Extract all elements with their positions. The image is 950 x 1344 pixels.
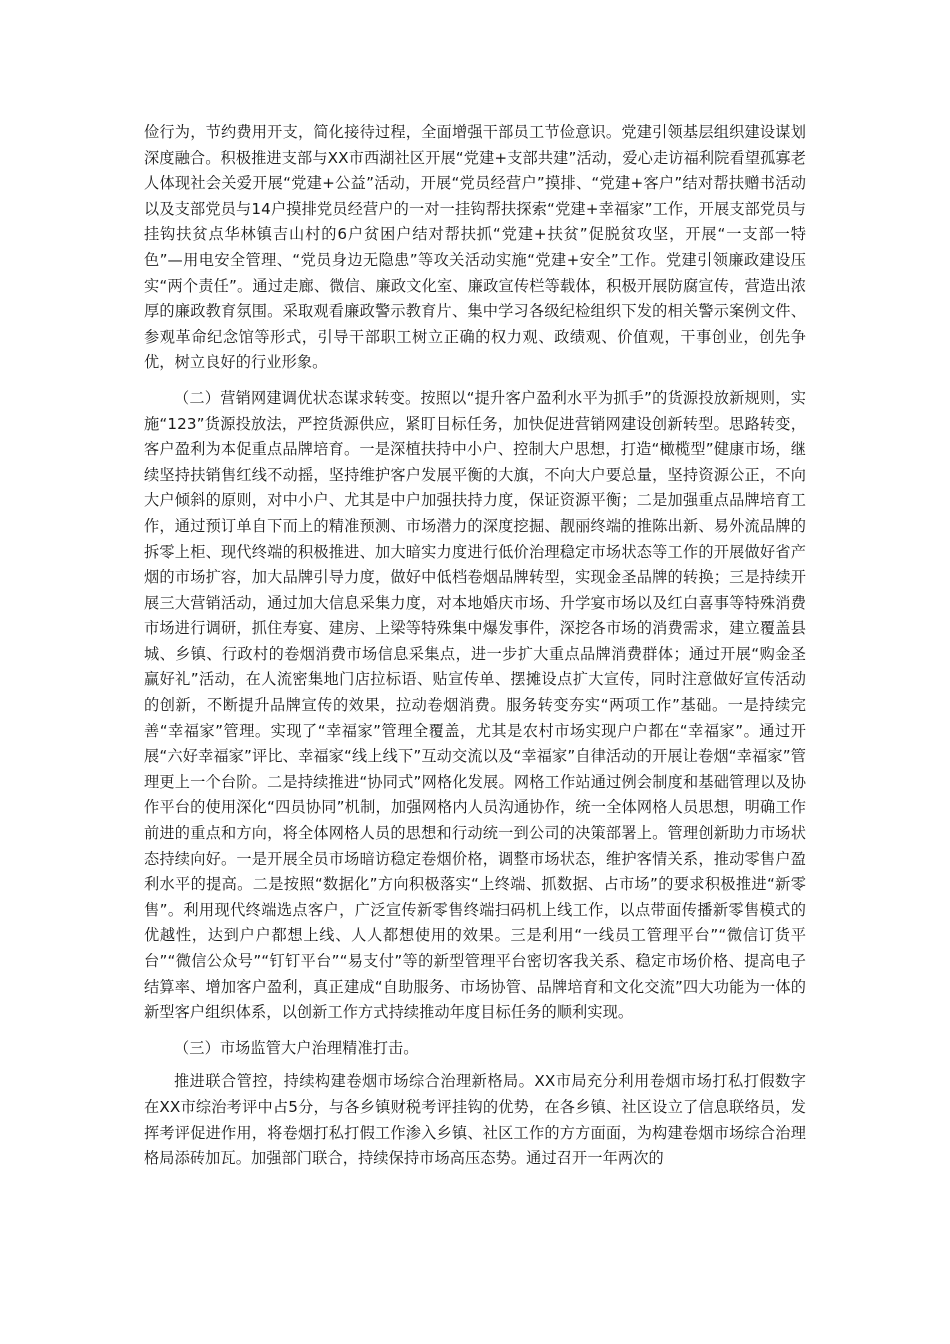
section-heading-market-supervision: （三）市场监管大户治理精准打击。	[174, 1038, 419, 1057]
paragraph-party-building: 俭行为，节约费用开支，简化接待过程，全面增强干部员工节俭意识。党建引领基层组织建设谋划深度融合。积极推进支部与XX市西湖社区开展“党建+支部共建”活动，爱心走访福利院看望孤寡老人体现社会关爱开展“党建+公益”活动，开展“党员经营户”摸排、“党建+客户”结对帮扶赠书活动以及支部党员与14户摸排党员经营户的一对一挂钩帮扶探索“党建+幸福家”工作，开展支部党员与挂钩扶贫点华林镇吉山村的6户贫困户结对帮扶抓“党建+扶贫”促脱贫攻坚，开展“一支部一特色”—用电安全管理、“党员身边无隐患”等攻关活动实施“党建+安全”工作。党建引领廉政建设压实“两个责任”。通过走廊、微信、廉政文化室、廉政宣传栏等载体，积极开展防腐宣传，营造出浓厚的廉政教育氛围。采取观看廉政警示教育片、集中学习各级纪检组织下发的相关警示案例文件、参观革命纪念馆等形式，引导干部职工树立正确的权力观、政绩观、价值观，干事创业，创先争优，树立良好的行业形象。	[144, 123, 806, 372]
paragraph-marketing-network: （二）营销网建调优状态谋求转变。按照以“提升客户盈利水平为抓手”的货源投放新规则，实施“123”货源投放法，严控货源供应，紧盯目标任务，加快促进营销网建设创新转型。思路转变，客户盈利为本促重点品牌培育。一是深植扶持中小户、控制大户思想，打造“橄榄型”健康市场，继续坚持扶销售红线不动摇，坚持维护客户发展平衡的大旗，不向大户要总量，坚持资源公正，不向大户倾斜的原则，对中小户、尤其是中户加强扶持力度，保证资源平衡；二是加强重点品牌培育工作，通过预订单自下而上的精准预测、市场潜力的深度挖掘、靓丽终端的推陈出新、易外流品牌的拆零上柜、现代终端的积极推进、加大暗实力度进行低价治理稳定市场状态等工作的开展做好省产烟的市场扩容，加大品牌引导力度，做好中低档卷烟品牌转型，实现金圣品牌的转换；三是持续开展三大营销活动，通过加大信息采集力度，对本地婚庆市场、升学宴市场以及红白喜事等特殊消费市场进行调研，抓住寿宴、建房、上梁等特殊集中爆发事件，深挖各市场的消费需求，建立覆盖县城、乡镇、行政村的卷烟消费市场信息采集点，进一步扩大重点品牌消费群体；通过开展“购金圣 赢好礼”活动，在人流密集地门店拉标语、贴宣传单、摆摊设点扩大宣传，同时注意做好宣传活动的创新，不断提升品牌宣传的效果，拉动卷烟消费。服务转变夯实“两项工作”基础。一是持续完善“幸福家”管理。实现了“幸福家”管理全覆盖，尤其是农村市场实现户户都在“幸福家”。通过开展“六好幸福家”评比、幸福家“线上线下”互动交流以及“幸福家”自律活动的开展让卷烟“幸福家”管理更上一个台阶。二是持续推进“协同式”网格化发展。网格工作站通过例会制度和基础管理以及协作平台的使用深化“四员协同”机制，加强网格内人员沟通协作，统一全体网格人员思想，明确工作前进的重点和方向，将全体网格人员的思想和行动统一到公司的决策部署上。管理创新助力市场状态持续向好。一是开展全员市场暗访稳定卷烟价格，调整市场状态，维护客情关系，推动零售户盈利水平的提高。二是按照“数据化”方向积极落实“上终端、抓数据、占市场”的要求积极推进“新零售”。利用现代终端选点客户，广泛宣传新零售终端扫码机上线工作，以点带面传播新零售模式的优越性，达到户户都想上线、人人都想使用的效果。三是利用“一线员工管理平台”“微信订货平台”“微信公众号”“钉钉平台”“易支付”等的新型管理平台密切客我关系、稳定市场价格、提高电子结算率、增加客户盈利，真正建成“自助服务、市场协管、品牌培育和文化交流”四大功能为一体的新型客户组织体系，以创新工作方式持续推动年度目标任务的顺利实现。	[144, 388, 806, 1022]
paragraph-joint-control: 推进联合管控，持续构建卷烟市场综合治理新格局。XX市局充分利用卷烟市场打私打假数字在XX市综治考评中占5分，与各乡镇财税考评挂钩的优势，在各乡镇、社区设立了信息联络员，发挥考评促进作用，将卷烟打私打假工作渗入乡镇、社区工作的方方面面，为构建卷烟市场综合治理格局添砖加瓦。加强部门联合，持续保持市场高压态势。通过召开一年两次的	[144, 1072, 806, 1168]
document-page	[144, 120, 806, 1172]
